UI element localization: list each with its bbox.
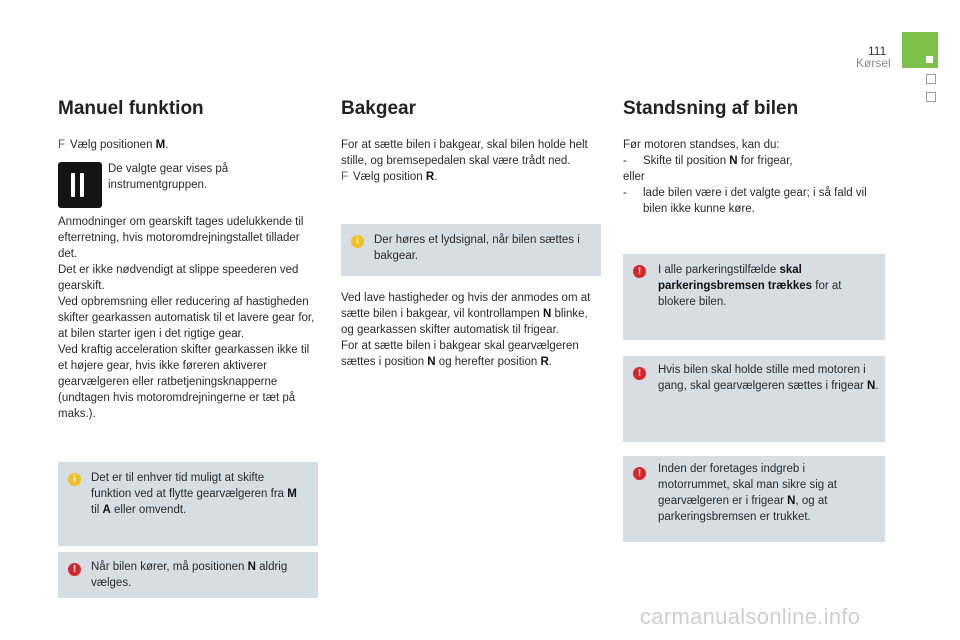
- tab-outline-1: [926, 74, 936, 84]
- section-tab: [902, 32, 938, 68]
- bullet-end: .: [165, 139, 169, 151]
- warning-icon: !: [68, 563, 81, 576]
- watermark: carmanualsonline.info: [640, 604, 861, 629]
- manual-para-3: Ved opbremsning eller reducering af hastigheden skifter gearkassen automatisk til et lavere gear for, at bilen starter igen i det rigtige gear.: [58, 296, 315, 340]
- manual-mode-title: Manuel funktion: [58, 98, 204, 119]
- warning-box-engine-bay: [623, 456, 885, 542]
- warning-box-text: Inden der foretages indgreb i motorrummet, skal man sikre sig at gearvælgeren er i frigear N, og at parkeringsbremsen er trukket.: [658, 463, 837, 523]
- stopping-intro: Før motoren standses, kan du:: [623, 139, 780, 151]
- info-box-reverse-signal: [341, 224, 601, 276]
- section-name: Kørsel: [856, 56, 891, 70]
- reverse-para-1: For at sætte bilen i bakgear, skal bilen holde helt stille, og bremsepedalen skal være trådt ned.: [341, 139, 588, 167]
- reverse-title: Bakgear: [341, 98, 416, 119]
- reverse-para-3: For at sætte bilen i bakgear skal gearvælgeren sættes i position N og herefter position R.: [341, 340, 579, 368]
- stopping-or: eller: [623, 171, 645, 183]
- warning-box-text: Når bilen kører, må positionen N aldrig vælges.: [91, 561, 288, 589]
- stopping-body: [623, 137, 885, 217]
- info-box-mode-switch: [58, 462, 318, 546]
- stopping-item-1: - Skifte til position N for frigear,: [623, 155, 793, 167]
- warning-icon: !: [633, 367, 646, 380]
- manual-body: [58, 214, 320, 422]
- info-box-text: Det er til enhver tid muligt at skifte funktion ved at flytte gearvælgeren fra M til A eller omvendt.: [91, 472, 297, 516]
- reverse-bullet: F Vælg position R.: [341, 171, 438, 183]
- manual-bullet: [58, 137, 318, 153]
- info-icon: i: [68, 473, 81, 486]
- page-number: 111: [868, 44, 887, 58]
- stopping-title: Standsning af bilen: [623, 98, 799, 119]
- reverse-body: [341, 290, 603, 370]
- warning-box-neutral: [58, 552, 318, 598]
- warning-icon: !: [633, 467, 646, 480]
- manual-para-4: Ved kraftig acceleration skifter gearkassen ikke til et højere gear, hvis ikke føreren aktiverer gearvælgeren eller ratbetjeningsknapperne (undtagen hvis motoromdrejningerne er tæt på maks.).: [58, 344, 310, 420]
- manual-para-2: Det er ikke nødvendigt at slippe speederen ved gearskift.: [58, 264, 299, 292]
- gauge-caption: De valgte gear vises på instrumentgruppen.: [108, 163, 229, 191]
- bullet-text: Vælg positionen: [70, 139, 156, 151]
- warning-box-parking-brake: [623, 254, 885, 340]
- warning-box-idle-neutral: [623, 356, 885, 442]
- tab-marker: [926, 56, 933, 63]
- arrow-bullet-icon: F: [341, 171, 349, 183]
- warning-box-text: Hvis bilen skal holde stille med motoren i gang, skal gearvælgeren sættes i frigear N.: [658, 364, 879, 392]
- warning-icon: !: [633, 265, 646, 278]
- info-icon: i: [351, 235, 364, 248]
- tab-outline-2: [926, 92, 936, 102]
- arrow-bullet-icon: F: [58, 139, 66, 151]
- manual-para-1: Anmodninger om gearskift tages udelukkende til efterretning, hvis motoromdrejningstallet tillader det.: [58, 216, 304, 260]
- bullet-gear: M: [155, 139, 166, 151]
- info-box-text: Der høres et lydsignal, når bilen sættes i bakgear.: [374, 234, 580, 262]
- warning-box-text: I alle parkeringstilfælde skal parkeringsbremsen trækkes for at blokere bilen.: [658, 264, 842, 308]
- stopping-item-2: - lade bilen være i det valgte gear; i så fald vil bilen ikke kunne køre.: [623, 187, 867, 215]
- reverse-intro: [341, 137, 603, 185]
- gear-display-icon: [58, 162, 102, 208]
- reverse-para-2: Ved lave hastigheder og hvis der anmodes om at sætte bilen i bakgear, vil kontrollampen N blinke, og gearkassen skifter automatisk til frigear.: [341, 292, 591, 336]
